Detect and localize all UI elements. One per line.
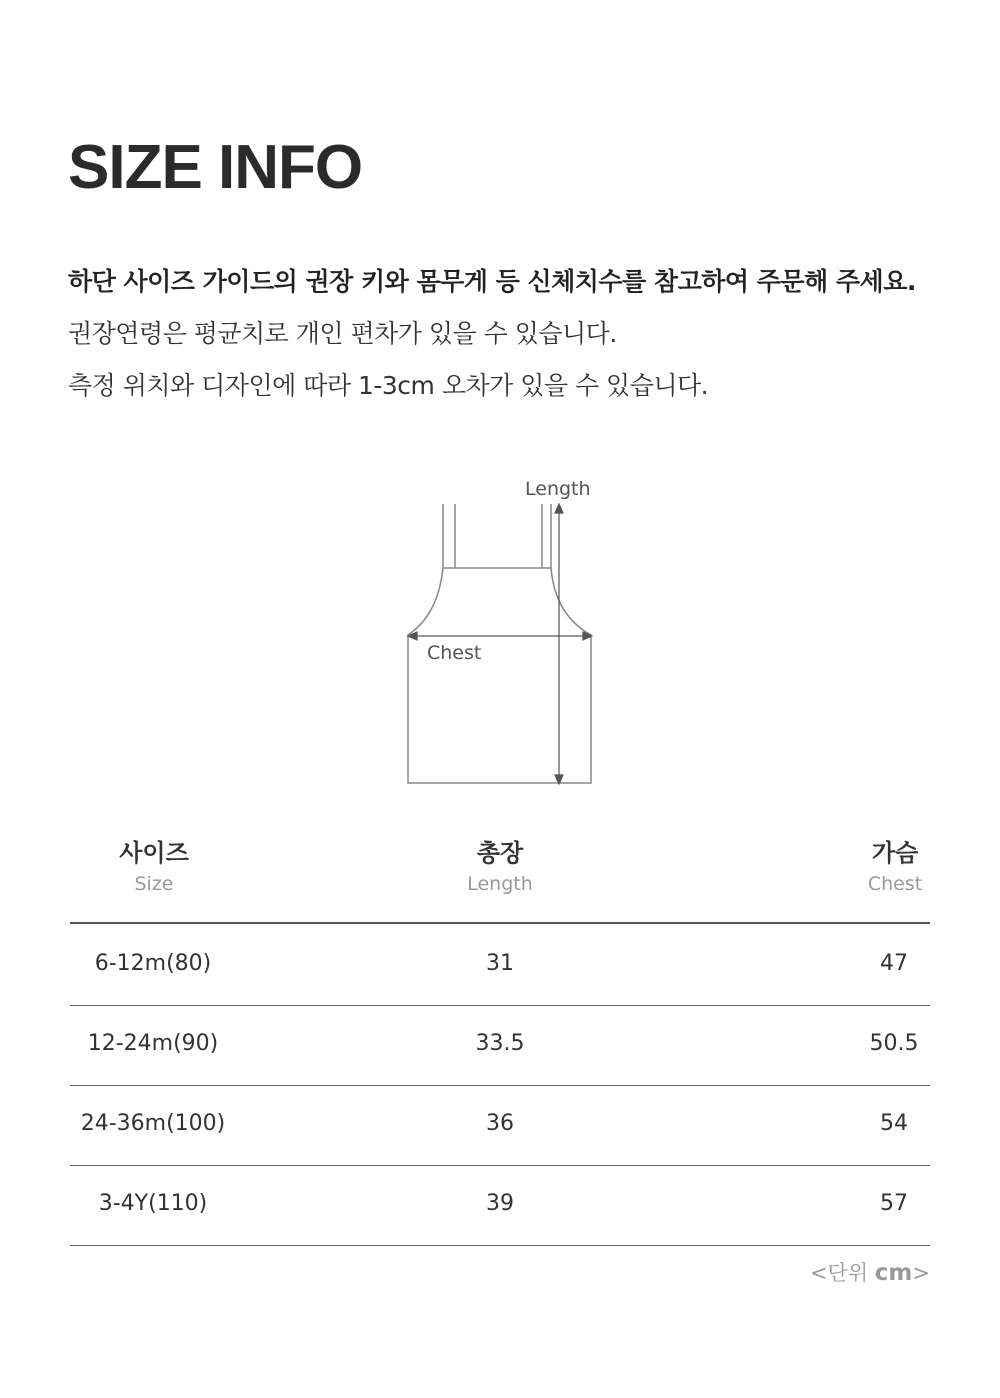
- header-length: [440, 838, 560, 898]
- table-bottom-divider: [70, 1245, 930, 1246]
- cell-size: 24-36m(100): [80, 1111, 226, 1136]
- length-arrow-top: [555, 504, 563, 513]
- cell-size: 3-4Y(110): [98, 1191, 208, 1216]
- note-measure-error: 측정 위치와 디자인에 따라 1-3cm 오차가 있을 수 있습니다.: [68, 371, 709, 400]
- cell-chest: 57: [880, 1191, 908, 1216]
- cell-chest: 50.5: [869, 1031, 919, 1056]
- header-chest: [835, 838, 955, 898]
- table-header-divider: [70, 922, 930, 924]
- header-chest-en: Chest: [867, 873, 923, 895]
- chest-label: Chest: [427, 642, 482, 664]
- unit-prefix: <단위: [809, 1261, 875, 1285]
- unit-suffix: >: [912, 1261, 930, 1285]
- cell-chest: 47: [880, 951, 908, 976]
- cell-length: 31: [486, 951, 514, 976]
- unit-value: cm: [874, 1260, 913, 1286]
- note-age-deviation: 권장연령은 평균치로 개인 편차가 있을 수 있습니다.: [68, 319, 617, 348]
- row-divider: [70, 1005, 930, 1006]
- garment-outline: [408, 568, 591, 783]
- cell-length: 33.5: [475, 1031, 525, 1056]
- header-size-kr: 사이즈: [119, 839, 189, 867]
- length-label: Length: [525, 478, 591, 500]
- cell-length: 39: [486, 1191, 514, 1216]
- garment-diagram: [0, 460, 1000, 800]
- header-size-en: Size: [134, 873, 174, 895]
- header-size: [94, 838, 214, 898]
- cell-length: 36: [486, 1111, 514, 1136]
- header-length-en: Length: [467, 873, 533, 895]
- cell-size: 12-24m(90): [87, 1031, 219, 1056]
- row-divider: [70, 1165, 930, 1166]
- cell-chest: 54: [880, 1111, 908, 1136]
- notes: [68, 262, 916, 418]
- header-length-kr: 총장: [476, 839, 524, 867]
- note-order-guide: 하단 사이즈 가이드의 권장 키와 몸무게 등 신체치수를 참고하여 주문해 주세요.: [68, 267, 916, 296]
- header-chest-kr: 가슴: [871, 839, 919, 867]
- cell-size: 6-12m(80): [94, 951, 212, 976]
- row-divider: [70, 1085, 930, 1086]
- unit-note: [810, 1257, 930, 1287]
- page-title: SIZE INFO: [68, 133, 363, 202]
